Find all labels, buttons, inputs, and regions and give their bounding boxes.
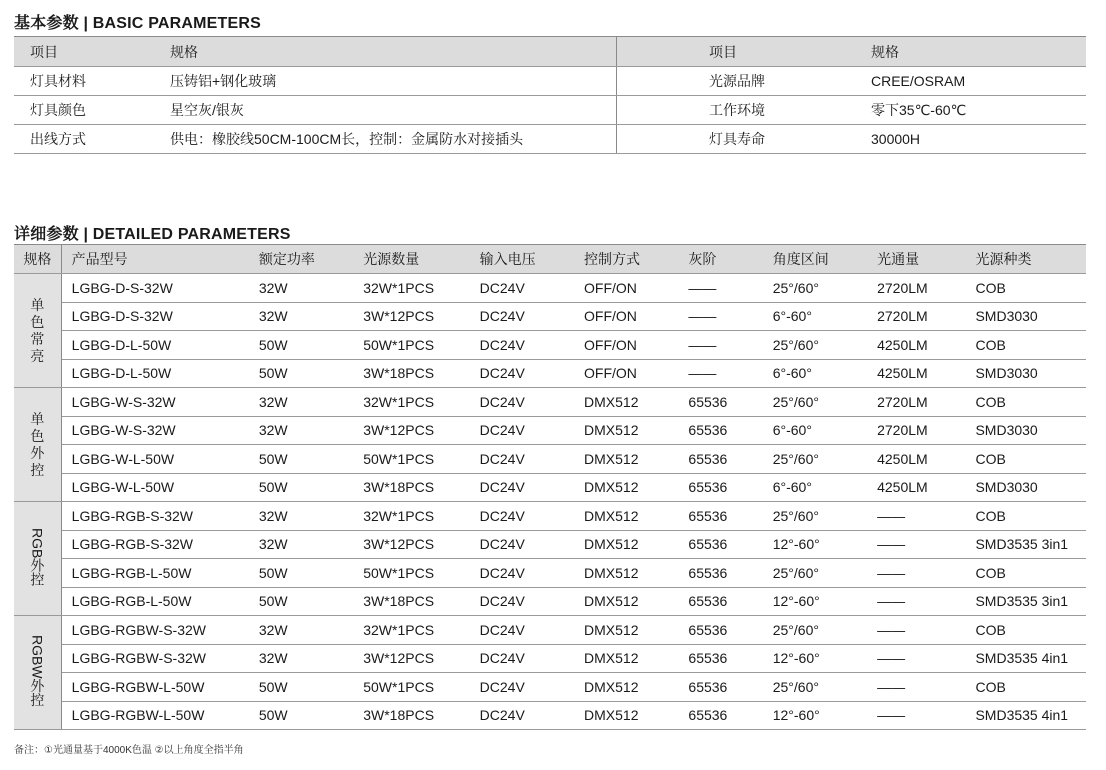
angle-cell: 6°-60° (763, 473, 867, 502)
grey-cell: 65536 (678, 416, 762, 445)
power-cell: 32W (249, 302, 353, 331)
grey-cell: 65536 (678, 502, 762, 531)
group-label-char: 单 (30, 410, 45, 427)
control-cell: DMX512 (574, 502, 678, 531)
type-cell: COB (965, 274, 1086, 303)
detail-row (14, 473, 1086, 502)
type-cell: COB (965, 559, 1086, 588)
flux-cell: 2720LM (867, 416, 965, 445)
type-cell: COB (965, 388, 1086, 417)
voltage-cell: DC24V (470, 530, 574, 559)
control-cell: DMX512 (574, 473, 678, 502)
flux-cell: —— (867, 644, 965, 673)
angle-cell: 25°/60° (763, 616, 867, 645)
flux-cell: 2720LM (867, 388, 965, 417)
qty-cell: 32W*1PCS (353, 388, 469, 417)
angle-cell: 25°/60° (763, 559, 867, 588)
angle-cell: 6°-60° (763, 302, 867, 331)
flux-cell: 4250LM (867, 473, 965, 502)
detail-row (14, 502, 1086, 531)
detail-header-row (14, 245, 1086, 274)
detail-row (14, 559, 1086, 588)
basic-spec: 星空灰/银灰 (154, 96, 617, 125)
model-cell: LGBG-RGB-L-50W (61, 587, 249, 616)
group-label (14, 616, 61, 730)
type-cell: SMD3030 (965, 416, 1086, 445)
basic-spec: 供电：橡胶线50CM-100CM长，控制：金属防水对接插头 (154, 125, 617, 154)
header-spec-2: 规格 (857, 37, 1086, 67)
type-cell: SMD3535 3in1 (965, 530, 1086, 559)
basic-parameters-table (14, 36, 1086, 154)
model-cell: LGBG-W-L-50W (61, 473, 249, 502)
power-cell: 50W (249, 587, 353, 616)
flux-cell: —— (867, 616, 965, 645)
flux-cell: 2720LM (867, 302, 965, 331)
control-cell: DMX512 (574, 416, 678, 445)
basic-item-2: 灯具寿命 (617, 125, 858, 154)
group-label-char: 常 (30, 330, 45, 347)
model-cell: LGBG-W-S-32W (61, 416, 249, 445)
model-cell: LGBG-D-L-50W (61, 331, 249, 360)
flux-cell: —— (867, 701, 965, 730)
grey-cell: —— (678, 274, 762, 303)
angle-cell: 25°/60° (763, 388, 867, 417)
group-label (14, 388, 61, 502)
voltage-cell: DC24V (470, 445, 574, 474)
grey-cell: 65536 (678, 701, 762, 730)
header-type: 光源种类 (965, 245, 1086, 274)
group-label-text (30, 297, 44, 365)
power-cell: 50W (249, 701, 353, 730)
angle-cell: 12°-60° (763, 701, 867, 730)
header-model: 产品型号 (61, 245, 249, 274)
type-cell: SMD3535 4in1 (965, 644, 1086, 673)
type-cell: SMD3535 4in1 (965, 701, 1086, 730)
basic-item: 灯具颜色 (14, 96, 154, 125)
type-cell: COB (965, 445, 1086, 474)
group-label-text: RGBW外控 (29, 635, 46, 707)
detail-body (14, 274, 1086, 730)
group-label-char: 外 (30, 444, 45, 461)
power-cell: 32W (249, 502, 353, 531)
angle-cell: 6°-60° (763, 359, 867, 388)
detail-row (14, 644, 1086, 673)
qty-cell: 3W*12PCS (353, 530, 469, 559)
header-grey: 灰阶 (678, 245, 762, 274)
grey-cell: 65536 (678, 644, 762, 673)
angle-cell: 25°/60° (763, 445, 867, 474)
detailed-parameters-table (14, 244, 1086, 730)
type-cell: SMD3030 (965, 473, 1086, 502)
power-cell: 50W (249, 473, 353, 502)
model-cell: LGBG-RGB-S-32W (61, 502, 249, 531)
header-item-2: 项目 (617, 37, 858, 67)
flux-cell: 2720LM (867, 274, 965, 303)
angle-cell: 25°/60° (763, 331, 867, 360)
grey-cell: 65536 (678, 587, 762, 616)
model-cell: LGBG-W-S-32W (61, 388, 249, 417)
grey-cell: —— (678, 331, 762, 360)
control-cell: OFF/ON (574, 331, 678, 360)
header-item: 项目 (14, 37, 154, 67)
control-cell: OFF/ON (574, 302, 678, 331)
qty-cell: 32W*1PCS (353, 502, 469, 531)
detail-row (14, 530, 1086, 559)
grey-cell: 65536 (678, 616, 762, 645)
type-cell: SMD3030 (965, 359, 1086, 388)
qty-cell: 3W*12PCS (353, 644, 469, 673)
basic-item: 灯具材料 (14, 67, 154, 96)
header-control: 控制方式 (574, 245, 678, 274)
voltage-cell: DC24V (470, 416, 574, 445)
header-angle: 角度区间 (763, 245, 867, 274)
angle-cell: 25°/60° (763, 274, 867, 303)
basic-item-2: 光源品牌 (617, 67, 858, 96)
group-label (14, 502, 61, 616)
header-qty: 光源数量 (353, 245, 469, 274)
control-cell: OFF/ON (574, 274, 678, 303)
model-cell: LGBG-D-S-32W (61, 302, 249, 331)
voltage-cell: DC24V (470, 559, 574, 588)
model-cell: LGBG-RGB-S-32W (61, 530, 249, 559)
voltage-cell: DC24V (470, 502, 574, 531)
detail-row (14, 331, 1086, 360)
model-cell: LGBG-RGBW-L-50W (61, 701, 249, 730)
power-cell: 50W (249, 359, 353, 388)
grey-cell: —— (678, 359, 762, 388)
header-flux: 光通量 (867, 245, 965, 274)
power-cell: 32W (249, 530, 353, 559)
control-cell: DMX512 (574, 388, 678, 417)
qty-cell: 3W*12PCS (353, 416, 469, 445)
angle-cell: 12°-60° (763, 644, 867, 673)
voltage-cell: DC24V (470, 388, 574, 417)
basic-row (14, 96, 1086, 125)
angle-cell: 25°/60° (763, 673, 867, 702)
group-label-char: 色 (30, 313, 45, 330)
qty-cell: 3W*18PCS (353, 701, 469, 730)
power-cell: 50W (249, 559, 353, 588)
qty-cell: 50W*1PCS (353, 559, 469, 588)
power-cell: 32W (249, 644, 353, 673)
flux-cell: —— (867, 673, 965, 702)
angle-cell: 25°/60° (763, 502, 867, 531)
control-cell: DMX512 (574, 673, 678, 702)
qty-cell: 50W*1PCS (353, 673, 469, 702)
qty-cell: 3W*12PCS (353, 302, 469, 331)
control-cell: DMX512 (574, 587, 678, 616)
group-label-char: 色 (30, 427, 45, 444)
power-cell: 32W (249, 616, 353, 645)
flux-cell: —— (867, 530, 965, 559)
control-cell: DMX512 (574, 701, 678, 730)
detail-row (14, 445, 1086, 474)
header-power: 额定功率 (249, 245, 353, 274)
qty-cell: 50W*1PCS (353, 445, 469, 474)
flux-cell: —— (867, 559, 965, 588)
qty-cell: 3W*18PCS (353, 587, 469, 616)
basic-item: 出线方式 (14, 125, 154, 154)
voltage-cell: DC24V (470, 274, 574, 303)
grey-cell: 65536 (678, 673, 762, 702)
basic-spec-2: CREE/OSRAM (857, 67, 1086, 96)
flux-cell: —— (867, 587, 965, 616)
model-cell: LGBG-RGB-L-50W (61, 559, 249, 588)
group-label-text (30, 411, 44, 479)
detail-row (14, 701, 1086, 730)
qty-cell: 32W*1PCS (353, 616, 469, 645)
type-cell: COB (965, 331, 1086, 360)
model-cell: LGBG-W-L-50W (61, 445, 249, 474)
flux-cell: 4250LM (867, 445, 965, 474)
control-cell: DMX512 (574, 559, 678, 588)
detail-row (14, 359, 1086, 388)
detail-row (14, 673, 1086, 702)
detailed-parameters-title: 详细参数 | DETAILED PARAMETERS (14, 226, 291, 243)
voltage-cell: DC24V (470, 359, 574, 388)
qty-cell: 3W*18PCS (353, 473, 469, 502)
control-cell: OFF/ON (574, 359, 678, 388)
detail-row (14, 616, 1086, 645)
voltage-cell: DC24V (470, 587, 574, 616)
basic-header-row (14, 37, 1086, 67)
header-voltage: 输入电压 (470, 245, 574, 274)
group-label-char: 单 (30, 296, 45, 313)
qty-cell: 50W*1PCS (353, 331, 469, 360)
model-cell: LGBG-RGBW-L-50W (61, 673, 249, 702)
detail-row (14, 274, 1086, 303)
voltage-cell: DC24V (470, 616, 574, 645)
type-cell: SMD3535 3in1 (965, 587, 1086, 616)
angle-cell: 6°-60° (763, 416, 867, 445)
grey-cell: 65536 (678, 530, 762, 559)
flux-cell: 4250LM (867, 359, 965, 388)
model-cell: LGBG-RGBW-S-32W (61, 616, 249, 645)
flux-cell: 4250LM (867, 331, 965, 360)
basic-row (14, 67, 1086, 96)
basic-item-2: 工作环境 (617, 96, 858, 125)
header-spec: 规格 (154, 37, 617, 67)
basic-parameters-title: 基本参数 | BASIC PARAMETERS (14, 15, 262, 32)
voltage-cell: DC24V (470, 673, 574, 702)
group-label (14, 274, 61, 388)
footnote: 备注：①光通量基于4000K色温 ②以上角度全指半角 (14, 745, 244, 756)
detail-row (14, 416, 1086, 445)
power-cell: 32W (249, 416, 353, 445)
angle-cell: 12°-60° (763, 530, 867, 559)
model-cell: LGBG-D-S-32W (61, 274, 249, 303)
basic-spec: 压铸铝+钢化玻璃 (154, 67, 617, 96)
header-spec: 规格 (14, 245, 61, 274)
qty-cell: 3W*18PCS (353, 359, 469, 388)
control-cell: DMX512 (574, 445, 678, 474)
group-label-char: 亮 (30, 347, 45, 364)
control-cell: DMX512 (574, 616, 678, 645)
qty-cell: 32W*1PCS (353, 274, 469, 303)
group-label-char: 控 (30, 461, 45, 478)
grey-cell: 65536 (678, 559, 762, 588)
grey-cell: —— (678, 302, 762, 331)
model-cell: LGBG-D-L-50W (61, 359, 249, 388)
model-cell: LGBG-RGBW-S-32W (61, 644, 249, 673)
grey-cell: 65536 (678, 473, 762, 502)
power-cell: 32W (249, 274, 353, 303)
type-cell: COB (965, 502, 1086, 531)
voltage-cell: DC24V (470, 644, 574, 673)
detail-row (14, 302, 1086, 331)
grey-cell: 65536 (678, 388, 762, 417)
basic-spec-2: 30000H (857, 125, 1086, 154)
type-cell: SMD3030 (965, 302, 1086, 331)
control-cell: DMX512 (574, 530, 678, 559)
power-cell: 50W (249, 445, 353, 474)
type-cell: COB (965, 616, 1086, 645)
control-cell: DMX512 (574, 644, 678, 673)
detail-row (14, 587, 1086, 616)
flux-cell: —— (867, 502, 965, 531)
angle-cell: 12°-60° (763, 587, 867, 616)
grey-cell: 65536 (678, 445, 762, 474)
power-cell: 50W (249, 331, 353, 360)
basic-spec-2: 零下35℃-60℃ (857, 96, 1086, 125)
group-label-text: RGB外控 (29, 527, 46, 587)
power-cell: 32W (249, 388, 353, 417)
voltage-cell: DC24V (470, 701, 574, 730)
detail-row (14, 388, 1086, 417)
type-cell: COB (965, 673, 1086, 702)
voltage-cell: DC24V (470, 302, 574, 331)
voltage-cell: DC24V (470, 331, 574, 360)
basic-row (14, 125, 1086, 154)
power-cell: 50W (249, 673, 353, 702)
voltage-cell: DC24V (470, 473, 574, 502)
